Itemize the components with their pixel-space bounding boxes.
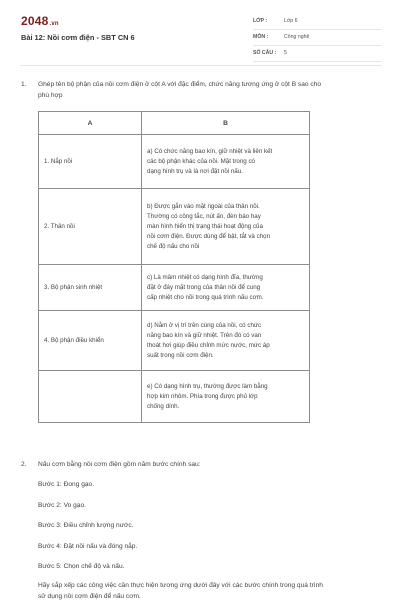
question-text <box>38 79 388 101</box>
cell-b <box>142 189 310 265</box>
cell-b <box>142 135 310 189</box>
meta-label: SỐ CÂU : <box>253 50 277 56</box>
table-row <box>39 189 310 265</box>
cell-b <box>142 311 310 371</box>
cell-line: c) Là mâm nhiệt có dạng hình đĩa, thường <box>147 273 263 281</box>
cell-line: màn hình hiển thị trạng thái hoạt động của <box>147 222 263 230</box>
cell-line: dạng hình trụ và là nơi đặt nồi nấu. <box>147 167 243 175</box>
cell-line: cấp nhiệt cho nồi trong quá trình nấu cơm. <box>147 293 264 301</box>
column-header-a: A <box>39 112 142 135</box>
meta-label: LỚP : <box>253 18 268 24</box>
meta-value: Lớp 6 <box>284 18 298 24</box>
cell-line: e) Có dạng hình trụ, thường được làm bằng <box>147 382 268 390</box>
cell-line: nồi cơm điện. Được dùng để bật, tắt và chọn <box>147 232 271 240</box>
cell-a: 2. Thân nồi <box>39 189 142 265</box>
step-item: Bước 5: Chọn chế độ và nấu. <box>38 563 125 570</box>
step-item: Bước 2: Vo gạo. <box>38 502 86 509</box>
cell-line: d) Nằm ở vị trí trên cùng của nồi, có chức <box>147 321 262 329</box>
cell-line: đặt ở đáy mặt trong của thân nồi để cung <box>147 283 261 291</box>
cell-b <box>142 371 310 423</box>
table-row <box>39 265 310 311</box>
logo-text: 2048 <box>21 14 49 28</box>
question-intro: Nấu cơm bằng nồi cơm điện gồm năm bước chính sau: <box>38 461 201 468</box>
table-header-row <box>39 112 310 135</box>
table-row <box>39 135 310 189</box>
table-row <box>39 311 310 371</box>
matching-table <box>38 111 310 423</box>
page-header <box>0 0 400 70</box>
question-text-line: sử dụng nồi cơm điện để nấu cơm. <box>38 593 141 600</box>
meta-info <box>253 14 381 62</box>
cell-line: chế độ nấu cho nồi <box>147 242 200 250</box>
question-text-line: phù hợp <box>38 92 63 99</box>
question-number: 2. <box>21 461 27 468</box>
cell-line: Thường có công tắc, nút ấn, đèn báo hay <box>147 212 261 220</box>
site-logo[interactable] <box>21 14 59 28</box>
cell-line: chống dính. <box>147 402 180 410</box>
step-item: Bước 4: Đặt nồi nấu và đóng nắp. <box>38 543 138 550</box>
cell-b <box>142 265 310 311</box>
document-title: Bài 12: Nồi cơm điện - SBT CN 6 <box>21 33 135 42</box>
meta-value: Công nghệ <box>284 34 310 40</box>
question-number: 1. <box>21 81 27 88</box>
column-header-b: B <box>142 112 310 135</box>
cell-a <box>39 371 142 423</box>
cell-a: 4. Bộ phận điều khiển <box>39 311 142 371</box>
cell-line: năng bao kín và giữ nhiệt. Trên đó có van <box>147 331 262 339</box>
step-item: Bước 3: Điều chỉnh lượng nước. <box>38 522 134 529</box>
table-row <box>39 371 310 423</box>
cell-a: 3. Bộ phận sinh nhiệt <box>39 265 142 311</box>
cell-line: b) Được gắn vào mặt ngoài của thân nồi. <box>147 202 260 210</box>
step-item: Bước 1: Đong gạo. <box>38 481 95 488</box>
meta-label: MÔN : <box>253 34 269 40</box>
meta-row-question-count <box>253 46 381 62</box>
question-text-line: Hãy sắp xếp các công việc cần thực hiện tương ứng dưới đây với các bước chính trong quá trình <box>38 582 323 589</box>
cell-line: a) Có chức năng bao kín, giữ nhiệt và liên kết <box>147 147 273 155</box>
cell-line: các bộ phận khác của nồi. Mặt trong có <box>147 157 256 165</box>
question-text-line: Ghép tên bộ phận của nồi cơm điện ở cột A với đặc điểm, chức năng tương ứng ở cột B sao cho <box>38 81 322 88</box>
meta-value: 5 <box>284 50 287 56</box>
cell-a: 1. Nắp nồi <box>39 135 142 189</box>
logo-suffix: .vn <box>49 21 59 27</box>
question-closing <box>38 580 388 602</box>
header-divider <box>20 65 382 66</box>
meta-row-subject <box>253 30 381 46</box>
meta-row-class <box>253 14 381 30</box>
cell-line: hợp kim nhôm. Phía trong được phủ lớp <box>147 392 258 400</box>
cell-line: suất trong nồi cơm điện. <box>147 351 214 359</box>
cell-line: thoát hơi giúp điều chỉnh mức nước, mức áp <box>147 341 270 349</box>
